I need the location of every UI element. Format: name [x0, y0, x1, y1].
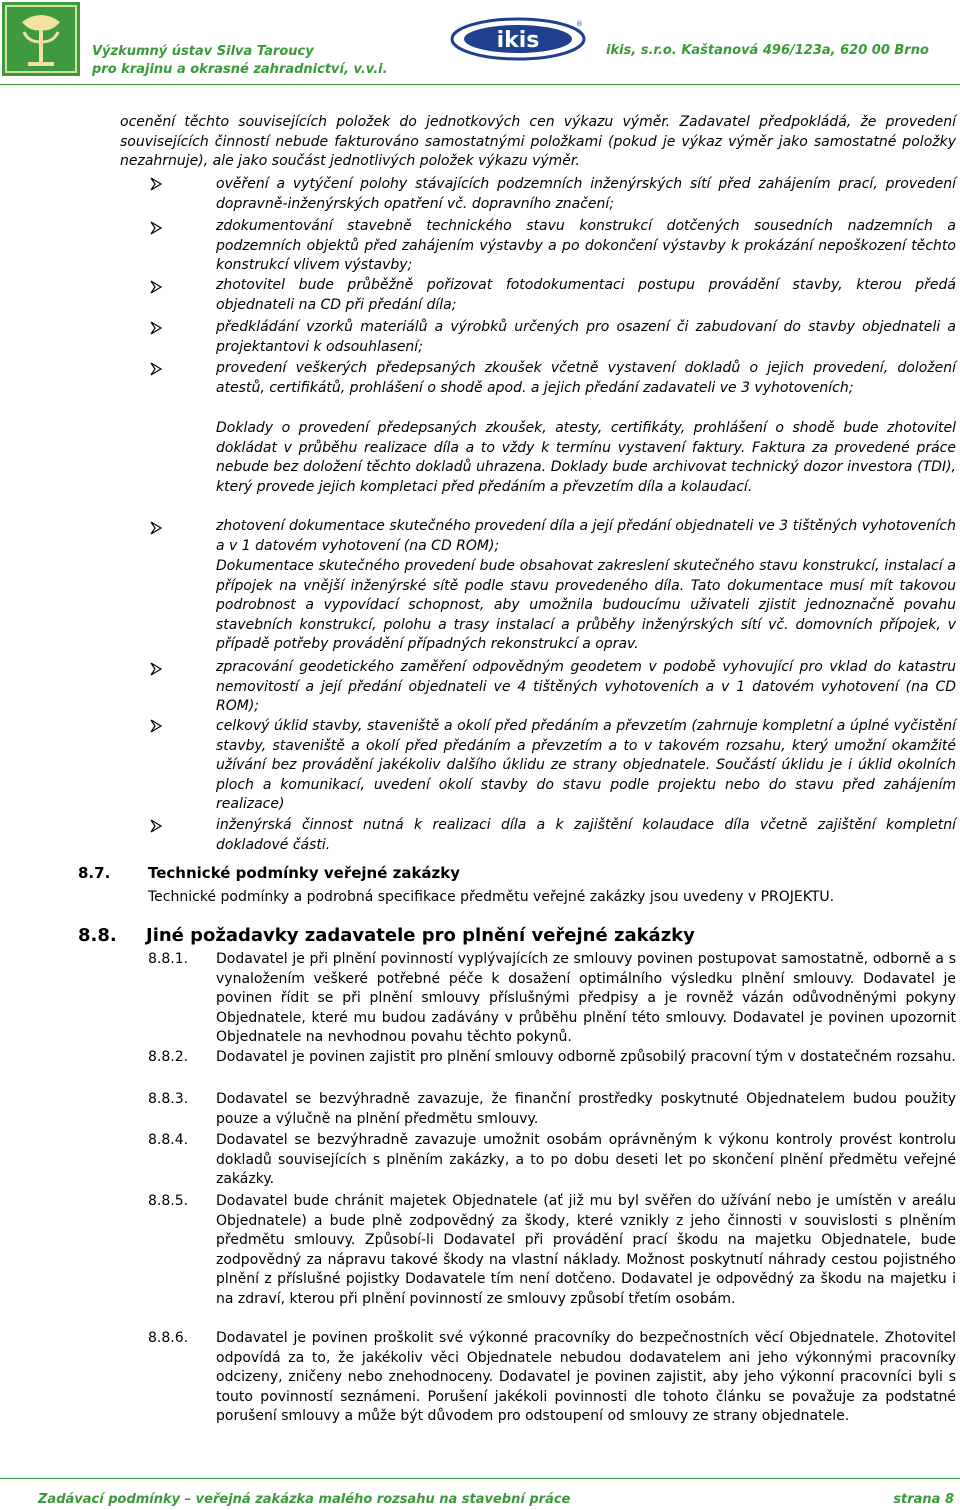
footer-divider: [0, 1478, 960, 1479]
item-number: 8.8.6.: [148, 1330, 189, 1346]
arrow-bullet-icon: [148, 220, 164, 236]
section-text: Technické podmínky a podrobná specifikace předmětu veřejné zakázky jsou uvedeny v PROJEKTU.: [148, 889, 835, 905]
bullet-item: celkový úklid stavby, staveniště a okolí před předáním a převzetím (zahrnuje kompletní a úplné vyčistění stavby, staveniště a okolí před předáním a převzetím a to v takovém rozsahu, který umožní okamžité užívání bez provádění jakékoliv dalšího úklidu ze strany objednatele. Součástí úklidu je i úklid okolních ploch a komunikací, uvedení okolí stavby do stavu podle projektu nebo do stavu před zahájením realizace): [216, 718, 956, 812]
bullet-subparagraph: Dokumentace skutečného provedení bude obsahovat zakreslení skutečného stavu konstrukcí, instalací a přípojek na vnější inženýrské sítě podle stavu provedeného díla. Tato dokumentace musí mít takovou podrobnost a vypovídací schopnost, aby umožnila budoucímu uživateli zjistit jednoznačně povahu stavebních konstrukcí, polohu a trasy instalací a průběhy inženýrských sítí vč. domovních přípojek, v případě potřeby provádění případných rekonstrukcí a oprav.: [216, 558, 956, 652]
footer-title: Zadávací podmínky – veřejná zakázka malého rozsahu na stavební práce: [38, 1492, 571, 1507]
bullet-item: zhotovení dokumentace skutečného provedení díla a její předání objednateli ve 3 tištěných vyhotoveních a v 1 datovém vyhotovení (na CD ROM);: [216, 518, 956, 554]
arrow-bullet-icon: [148, 176, 164, 192]
item-text: Dodavatel je při plnění povinností vyplývajících ze smlouvy povinen postupovat samostatně, odborně a s vynaložením veškeré potřebné péče k dosažení optimálního výsledku plnění smlouvy. Dodavatel je povinen řídit se při plnění smlouvy příslušnými předpisy a je rovněž vázán odůvodněnými pokyny Objednatele, které mu budou zadávány v průběhu plnění této smlouvy. Dodavatel je povinen upozornit Objednatele na nevhodnou povahu těchto pokynů.: [216, 951, 956, 1045]
svg-text:®: ®: [576, 20, 583, 28]
arrow-bullet-icon: [148, 361, 164, 377]
section-title: Jiné požadavky zadavatele pro plnění veřejné zakázky: [146, 925, 695, 946]
bullet-item: zpracování geodetického zaměření odpovědným geodetem v podobě vyhovující pro vklad do katastru nemovitostí a její předání objednateli ve 4 tištěných vyhotoveních a v 1 datovém vyhotovení (na CD ROM);: [216, 659, 956, 714]
bullet-item: předkládání vzorků materiálů a výrobků určených pro osazení či zabudovaní do stavby objednateli a projektantovi k odsouhlasení;: [216, 319, 956, 355]
section-number: 8.8.: [78, 925, 117, 946]
arrow-bullet-icon: [148, 279, 164, 295]
ikis-logo-icon: [448, 16, 588, 62]
arrow-bullet-icon: [148, 320, 164, 336]
intro-paragraph: ocenění těchto souvisejících položek do jednotkových cen výkazu výměr. Zadavatel předpokládá, že provedení souvisejících činností nebude fakturováno samostatnými položkami (pokud je výkaz výměr jako samostatné položky nezahrnuje), ale jako součást jednotlivých položek výkazu výměr.: [120, 114, 956, 169]
item-text: Dodavatel je povinen zajistit pro plnění smlouvy odborně způsobilý pracovní tým v dostatečném rozsahu.: [216, 1049, 956, 1065]
institute-logo-icon: [2, 2, 80, 76]
item-number: 8.8.5.: [148, 1193, 189, 1209]
section-title: Technické podmínky veřejné zakázky: [148, 864, 461, 882]
item-number: 8.8.1.: [148, 951, 189, 967]
item-number: 8.8.4.: [148, 1132, 189, 1148]
ikis-logo-text: ikis: [496, 28, 540, 53]
arrow-bullet-icon: [148, 718, 164, 734]
item-number: 8.8.3.: [148, 1091, 189, 1107]
bullet-item: inženýrská činnost nutná k realizaci díla a k zajištění kolaudace díla včetně zajištění kompletní dokladové části.: [216, 817, 956, 853]
page-header: [0, 0, 960, 86]
page-number: strana 8: [893, 1492, 954, 1507]
company-address: ikis, s.r.o. Kaštanová 496/123a, 620 00 Brno: [606, 43, 929, 58]
item-number: 8.8.2.: [148, 1049, 189, 1065]
bullet-item: zdokumentování stavebně technického stavu konstrukcí dotčených sousedních nadzemních a podzemních objektů před zahájením výstavby a po dokončení výstavby k prokázání nepoškození těchto konstrukcí vlivem výstavby;: [216, 218, 956, 273]
arrow-bullet-icon: [148, 818, 164, 834]
bullet-item: zhotovitel bude průběžně pořizovat fotodokumentaci postupu provádění stavby, kterou předá objednateli na CD při předání díla;: [216, 277, 956, 313]
item-text: Dodavatel bude chránit majetek Objednatele (ať již mu byl svěřen do užívání nebo je umístěn v areálu Objednatele) a bude plně zodpovědný za škody, které vznikly z jeho činnosti v souvislosti s plněním předmětu smlouvy. Způsobí-li Dodavatel při provádění prací škodu na majetku Objednatele, bude zodpovědný za nápravu takové škody na vlastní náklady. Možnost poskytnutí náhrady cestou pojistného plnění z příslušné pojistky Dodavatele tím není dotčeno. Dodavatel je odpovědný za škodu na majetku i na zdraví, kterou při plnění povinností ze smlouvy způsobí třetím osobám.: [216, 1193, 956, 1307]
arrow-bullet-icon: [148, 661, 164, 677]
item-text: Dodavatel je povinen proškolit své výkonné pracovníky do bezpečnostních věcí Objednatele. Zhotovitel odpovídá za to, že jakékoliv věci Objednatele nebudou dodavatelem ani jeho výkonnými pracovníky odcizeny, zničeny nebo znehodnoceny. Dodavatel je povinen zajistit, aby jeho výkonní pracovníci byli s touto povinností seznámeni. Porušení jakékoli povinnosti dle tohoto článku se považuje za podstatné porušení smlouvy a může být důvodem pro odstoupení od smlouvy ze strany objednatele.: [216, 1330, 956, 1424]
item-text: Dodavatel se bezvýhradně zavazuje umožnit osobám oprávněným k výkonu kontroly provést kontrolu dokladů souvisejících s plněním zakázky, a to po dobu deseti let po skončení plnění předmětu veřejné zakázky.: [216, 1132, 956, 1187]
institute-name-line1: Výzkumný ústav Silva Taroucy: [92, 44, 314, 59]
institute-name-line2: pro krajinu a okrasné zahradnictví, v.v.i.: [92, 62, 388, 77]
header-divider: [0, 84, 960, 85]
item-text: Dodavatel se bezvýhradně zavazuje, že finanční prostředky poskytnuté Objednatelem budou použity pouze a výlučně na plnění předmětu smlouvy.: [216, 1091, 956, 1127]
bullet-subparagraph: Doklady o provedení předepsaných zkoušek, atesty, certifikáty, prohlášení o shodě bude zhotovitel dokládat v průběhu realizace díla a to vždy k termínu vystavení faktury. Faktura za provedené práce nebude bez doložení těchto dokladů uhrazena. Doklady bude archivovat technický dozor investora (TDI), který provede jejich kompletaci před předáním a převzetím díla a kolaudací.: [216, 420, 956, 495]
bullet-item: ověření a vytýčení polohy stávajících podzemních inženýrských sítí před zahájením prací, provedení dopravně-inženýrských opatření vč. dopravního značení;: [216, 176, 956, 212]
institute-name: [92, 43, 388, 79]
section-number: 8.7.: [78, 864, 111, 882]
bullet-item: provedení veškerých předepsaných zkoušek včetně vystavení dokladů o jejich provedení, doložení atestů, certifikátů, prohlášení o shodě apod. a jejich předání zadavateli ve 3 vyhotoveních;: [216, 360, 956, 396]
arrow-bullet-icon: [148, 520, 164, 536]
